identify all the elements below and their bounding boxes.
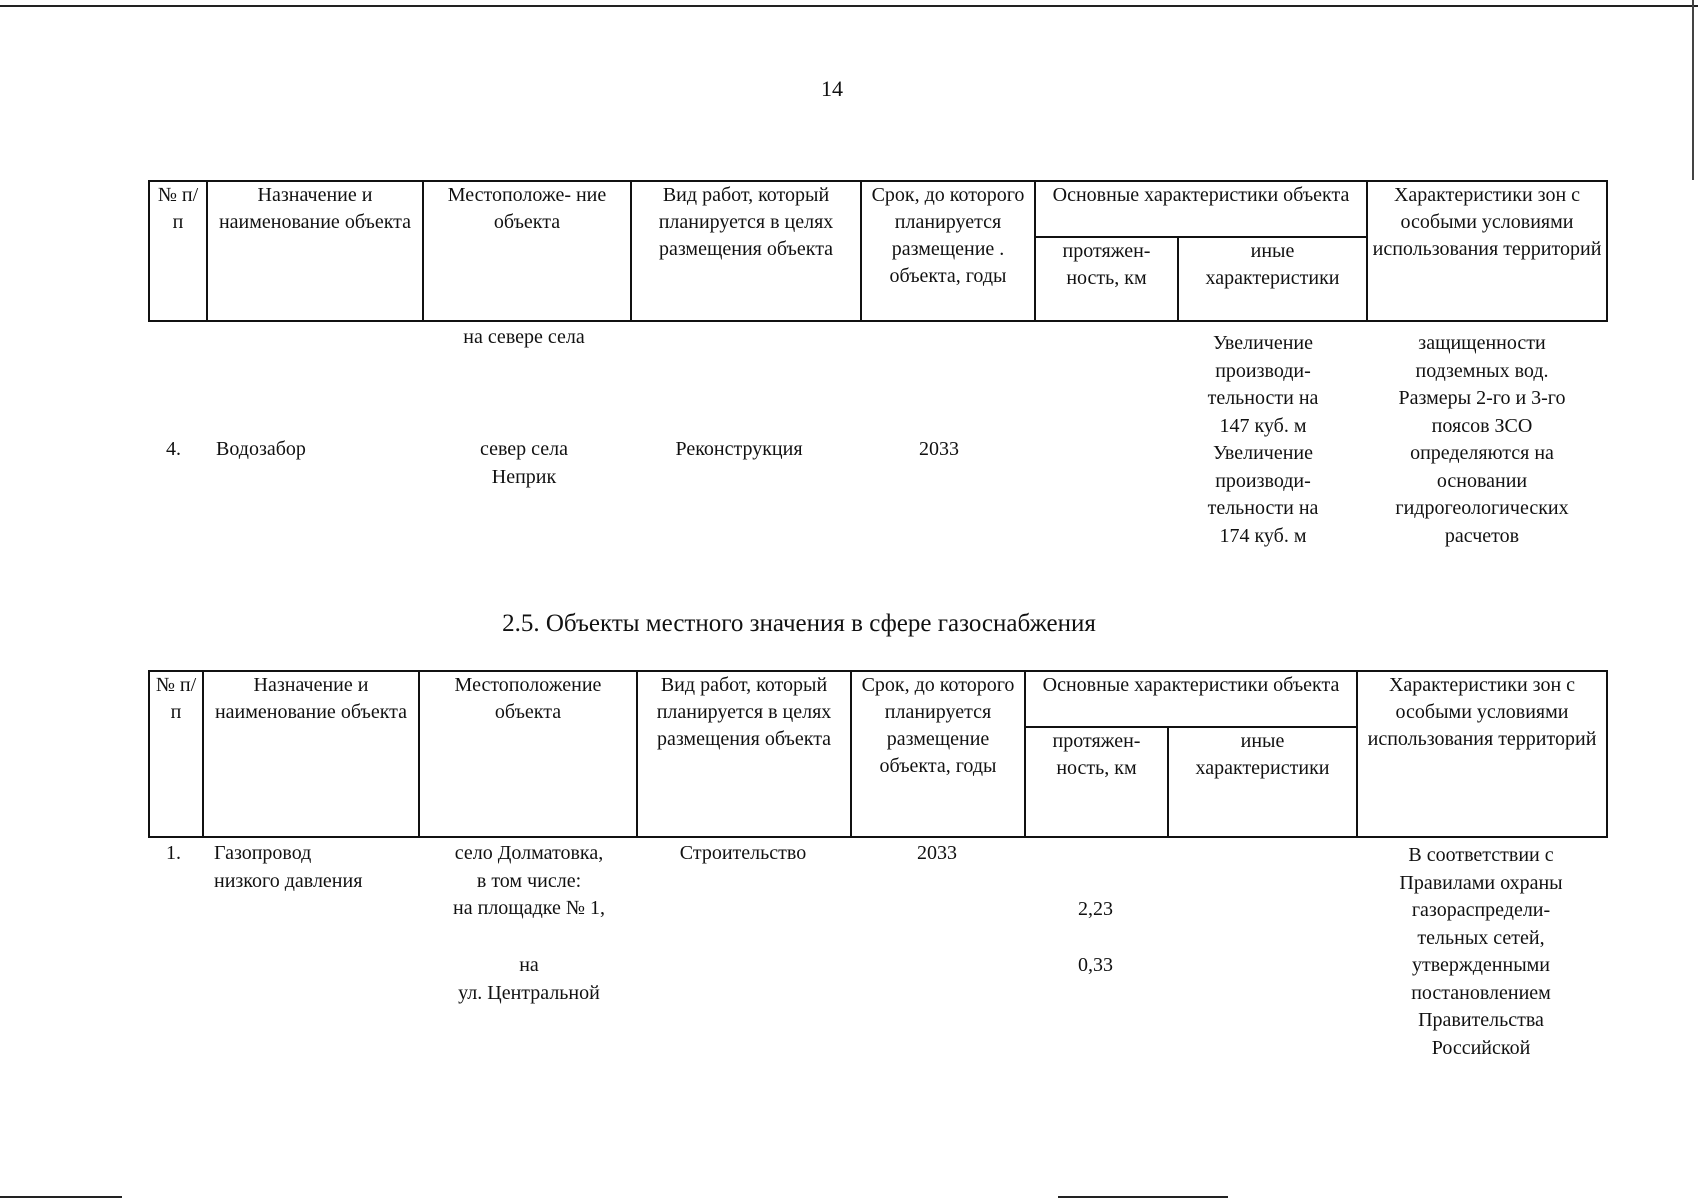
row-continued-location: на севере села xyxy=(463,326,585,348)
scan-edge-top xyxy=(0,5,1698,7)
header-name: Назначение и наименование объекта xyxy=(207,181,423,321)
row-4-zones-line: гидрогеологических xyxy=(1395,497,1569,519)
row-1-zones-line: Российской xyxy=(1431,1036,1531,1059)
row-1-deadline: 2033 xyxy=(917,842,957,864)
row-4-other-characteristics xyxy=(1168,330,1358,550)
header-location: Местоположе- ние объекта xyxy=(423,181,631,321)
scan-edge-bottom-right xyxy=(1058,1196,1228,1198)
row-1-zones-line: Правилами охраны xyxy=(1399,871,1563,894)
row-4-other-line: Увеличение xyxy=(1212,442,1313,464)
scan-edge-bottom-left xyxy=(0,1196,122,1198)
row-4-other-line: 174 куб. м xyxy=(1219,524,1307,547)
header-work-type: Вид работ, который планируется в целях размещения объекта xyxy=(631,181,861,321)
row-1-zones-line: постановлением xyxy=(1411,981,1551,1004)
header-zones: Характеристики зон с особыми условиями использования территорий xyxy=(1367,181,1607,321)
row-4-other-line: производи- xyxy=(1215,469,1311,492)
row-4-zones-line: подземных вод. xyxy=(1415,359,1549,382)
row-4-zones xyxy=(1362,330,1602,550)
row-1-zones-line: утвержденными xyxy=(1411,954,1551,976)
row-1-location-2 xyxy=(420,952,638,1007)
row-4-zones-line: защищенности xyxy=(1418,332,1546,354)
row-1-length-2: 0,33 xyxy=(1078,954,1113,976)
row-1-location-line: село Долматовка, xyxy=(454,842,604,864)
header-location: Местоположение объекта xyxy=(419,671,637,837)
header-length: протяжен- ность, км xyxy=(1035,237,1178,321)
scan-edge-right xyxy=(1692,0,1694,180)
row-4-zones-line: Размеры 2-го и 3-го xyxy=(1398,387,1566,409)
row-1-location-line: на площадке № 1, xyxy=(453,897,605,919)
header-deadline: Срок, до которого планируется размещение объекта, годы xyxy=(851,671,1025,837)
section-title: 2.5. Объекты местного значения в сфере газоснабжения xyxy=(502,610,1096,637)
table-2-header xyxy=(148,670,1608,838)
row-4-zones-line: расчетов xyxy=(1444,524,1520,547)
row-4-work-type: Реконструкция xyxy=(675,438,803,460)
row-4-other-line: тельности на xyxy=(1207,497,1319,519)
row-1-location-line: на xyxy=(519,954,539,976)
header-length: протяжен- ность, км xyxy=(1025,727,1168,837)
row-4-zones-line: поясов ЗСО xyxy=(1431,414,1533,437)
row-4-zones-line: основании xyxy=(1436,469,1528,492)
header-name: Назначение и наименование объекта xyxy=(203,671,419,837)
row-1-location-line: ул. Центральной xyxy=(458,981,600,1004)
row-4-deadline: 2033 xyxy=(919,438,959,460)
header-zones: Характеристики зон с особыми условиями использования территорий xyxy=(1357,671,1607,837)
row-4-other-line: 147 куб. м xyxy=(1219,414,1307,437)
row-1-location xyxy=(420,840,638,923)
row-4-name: Водозабор xyxy=(216,438,306,460)
row-1-zones-line: тельных сетей, xyxy=(1417,926,1545,949)
header-no: № п/п xyxy=(149,671,203,837)
header-work-type: Вид работ, который планируется в целях размещения объекта xyxy=(637,671,851,837)
row-1-name xyxy=(214,840,362,895)
row-4-location xyxy=(420,436,628,491)
row-1-zones-line: газораспредели- xyxy=(1411,899,1551,921)
header-deadline: Срок, до которого планируется размещение . объекта, годы xyxy=(861,181,1035,321)
header-main-characteristics: Основные характеристики объекта xyxy=(1025,671,1357,727)
row-4-zones-line: определяются на xyxy=(1410,442,1554,464)
header-other: иные характеристики xyxy=(1168,727,1357,837)
row-1-location-line: в том числе: xyxy=(476,869,582,892)
row-1-work-type: Строительство xyxy=(679,842,807,864)
row-1-zones-line: В соответствии с xyxy=(1408,844,1554,866)
header-no: № п/п xyxy=(149,181,207,321)
row-1-zones xyxy=(1356,842,1606,1062)
row-4-other-line: тельности на xyxy=(1207,387,1319,409)
row-4-other-line: Увеличение xyxy=(1212,332,1313,354)
row-4-other-line: производи- xyxy=(1215,359,1311,382)
row-4-number: 4. xyxy=(166,438,181,460)
header-other: иные характеристики xyxy=(1178,237,1367,321)
row-4-location-line: Неприк xyxy=(491,465,557,488)
row-1-length-1: 2,23 xyxy=(1078,898,1113,920)
row-4-location-line: север села xyxy=(479,438,569,460)
row-1-zones-line: Правительства xyxy=(1418,1009,1544,1031)
row-1-name-line: Газопровод xyxy=(214,842,312,864)
row-1-name-line: низкого давления xyxy=(214,869,363,892)
row-1-number: 1. xyxy=(166,842,181,864)
header-main-characteristics: Основные характеристики объекта xyxy=(1035,181,1367,237)
table-1-header xyxy=(148,180,1608,322)
page-number: 14 xyxy=(821,76,843,101)
